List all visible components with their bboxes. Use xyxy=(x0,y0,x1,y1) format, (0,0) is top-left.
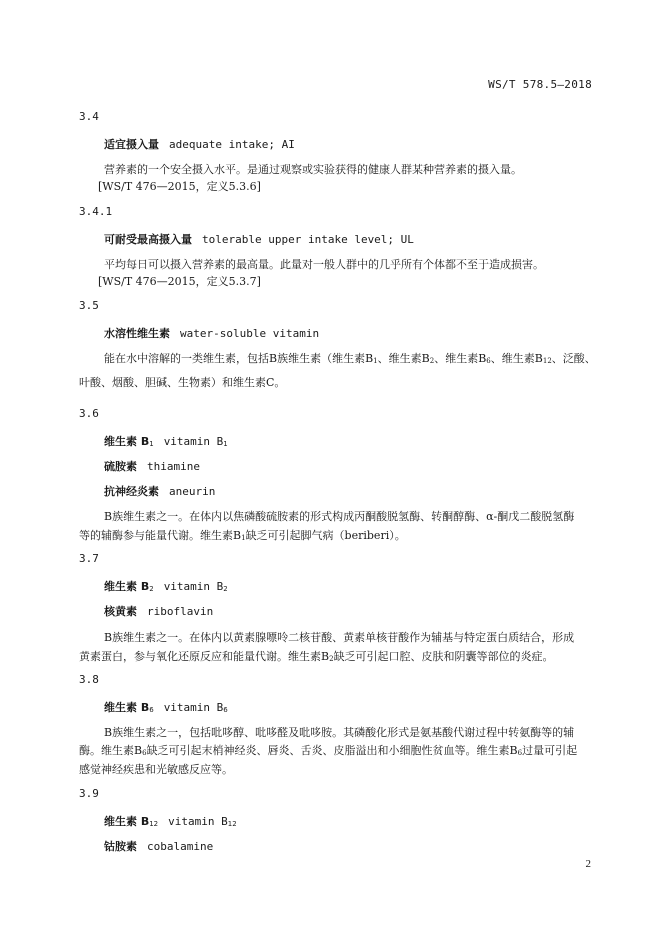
term-heading: 钴胺素 cobalamine xyxy=(104,840,214,853)
term-heading: 维生素 $B_1$ vitamin $B_1$ xyxy=(104,435,228,448)
term-heading: 水溶性维生素 water-soluble vitamin xyxy=(104,327,320,340)
definition-text: 平均每日可以摄入营养素的最高量。此量对一般人群中的几乎所有个体都不至于造成损害。 xyxy=(104,258,544,271)
definition-text: 酶。维生素$B_6$缺乏可引起末梢神经炎、唇炎、舌炎、皮脂溢出和小细胞性贫血等。维生素$B_6$过量可引起 xyxy=(79,744,578,757)
section-number: 3.4.1 xyxy=(79,205,113,218)
term-heading: 可耐受最高摄入量 tolerable upper intake level; UL xyxy=(104,233,414,246)
definition-text: 等的辅酶参与能量代谢。维生素$B_1$缺乏可引起脚气病（beriberi）。 xyxy=(79,529,406,542)
definition-text: B族维生素之一。在体内以黄素腺嘌呤二核苷酸、黄素单核苷酸作为辅基与特定蛋白质结合，形成 xyxy=(104,631,575,644)
definition-text: 能在水中溶解的一类维生素，包括B族维生素（维生素$B_1$、维生素$B_2$、维生素$B_6$、维生素$B_{12}$、泛酸、 xyxy=(104,352,596,365)
definition-text: B族维生素之一。在体内以焦磷酸硫胺素的形式构成丙酮酸脱氢酶、转酮醇酶、α-酮戊二酸脱氢酶 xyxy=(104,510,575,523)
document-header: WS/T 578.5—2018 xyxy=(488,78,592,91)
term-heading: 抗神经炎素 aneurin xyxy=(104,485,216,498)
definition-text: 感觉神经疾患和光敏感反应等。 xyxy=(79,763,233,776)
section-number: 3.4 xyxy=(79,110,99,123)
definition-text: 黄素蛋白，参与氧化还原反应和能量代谢。维生素$B_2$缺乏可引起口腔、皮肤和阴囊等部位的炎症。 xyxy=(79,650,554,663)
term-heading: 适宜摄入量 adequate intake; AI xyxy=(104,138,295,151)
term-heading: 硫胺素 thiamine xyxy=(104,460,200,473)
section-number: 3.6 xyxy=(79,407,99,420)
reference-text: [WS/T 476—2015，定义5.3.7] xyxy=(98,275,261,288)
definition-text: 叶酸、烟酸、胆碱、生物素）和维生素C。 xyxy=(79,376,286,389)
reference-text: [WS/T 476—2015，定义5.3.6] xyxy=(98,180,261,193)
section-number: 3.7 xyxy=(79,552,99,565)
term-heading: 维生素 $B_2$ vitamin $B_2$ xyxy=(104,580,228,593)
term-heading: 维生素 $B_6$ vitamin $B_6$ xyxy=(104,701,228,714)
definition-text: B族维生素之一，包括吡哆醇、吡哆醛及吡哆胺。其磷酸化形式是氨基酸代谢过程中转氨酶等的辅 xyxy=(104,726,575,739)
section-number: 3.9 xyxy=(79,787,99,800)
section-number: 3.5 xyxy=(79,299,99,312)
term-heading: 核黄素 riboflavin xyxy=(104,605,214,618)
section-number: 3.8 xyxy=(79,673,99,686)
definition-text: 营养素的一个安全摄入水平。是通过观察或实验获得的健康人群某种营养素的摄入量。 xyxy=(104,163,522,176)
term-heading: 维生素 $B_{12}$ vitamin $B_{12}$ xyxy=(104,815,237,828)
page-number: 2 xyxy=(585,858,591,870)
